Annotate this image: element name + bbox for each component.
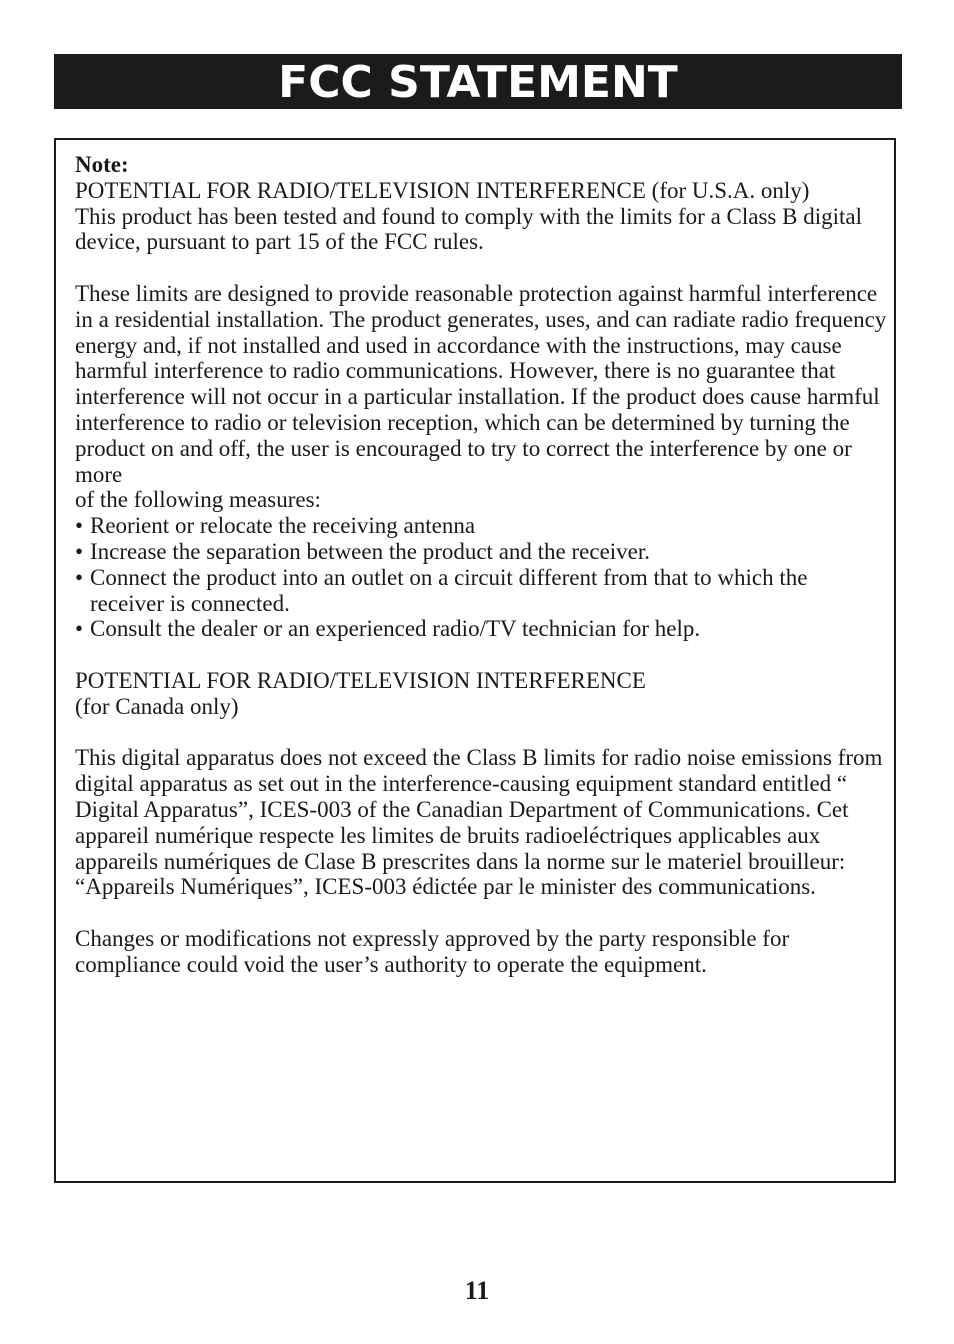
title-bar (54, 54, 902, 109)
usa-intro: This product has been tested and found to comply with the limits for a Class B digital device, pursuant to part 15 of the FCC rules. (75, 203, 862, 255)
measure-text: Connect the product into an outlet on a circuit different from that to which the receiver is connected. (90, 564, 808, 616)
bullet-icon: • (75, 538, 84, 564)
note-label: Note: (75, 152, 129, 177)
list-item (75, 616, 887, 642)
canada-paragraph: This digital apparatus does not exceed the Class B limits for radio noise emissions from digital apparatus as set out in the interference-causing equipment standard entitled “ Digital Apparatus”, ICES-003 of the Canadian Department of Communications. Cet appareil numérique respecte les limites de bruits radioeléctriques applicables aux appareils numériques de Clase B prescrites dans la norme sur le materiel brouilleur: “Appareils Numériques”, ICES-003 édictée par le minister des communications. (75, 745, 883, 900)
measures-intro: of the following measures: (75, 487, 321, 513)
note-content (75, 152, 887, 978)
measure-text: Increase the separation between the product and the receiver. (90, 538, 651, 564)
page-number: 11 (464, 1276, 490, 1305)
bullet-icon: • (75, 564, 84, 590)
list-item (75, 565, 887, 617)
paragraph-gap (75, 900, 887, 926)
page-title: FCC STATEMENT (278, 56, 678, 108)
measure-text: Consult the dealer or an experienced radio/TV technician for help. (90, 616, 701, 642)
measure-text: Reorient or relocate the receiving antenna (90, 513, 476, 539)
note-box (54, 138, 896, 1183)
limits-paragraph: These limits are designed to provide reasonable protection against harmful interference in a residential installation. The product generates, uses, and can radiate radio frequency energy and, if not installed and used in accordance with the instructions, may cause harmful interference to radio communications. However, there is no guarantee that interference will not occur in a particular installation. If the product does cause harmful interference to radio or television reception, which can be determined by turning the product on and off, the user is encouraged to try to correct the interference by one or more (75, 280, 887, 487)
canada-subheading: (for Canada only) (75, 693, 239, 719)
bullet-icon: • (75, 513, 84, 539)
list-item (75, 513, 887, 539)
canada-heading: POTENTIAL FOR RADIO/TELEVISION INTERFERENCE (75, 667, 646, 693)
list-item (75, 539, 887, 565)
bullet-icon: • (75, 616, 84, 642)
usa-heading: POTENTIAL FOR RADIO/TELEVISION INTERFERENCE (for U.S.A. only) (75, 177, 810, 203)
changes-paragraph: Changes or modifications not expressly approved by the party responsible for compliance could void the user’s authority to operate the equipment. (75, 925, 790, 977)
paragraph-gap (75, 255, 887, 281)
paragraph-gap (75, 642, 887, 668)
measures-list (75, 513, 887, 642)
paragraph-gap (75, 720, 887, 746)
